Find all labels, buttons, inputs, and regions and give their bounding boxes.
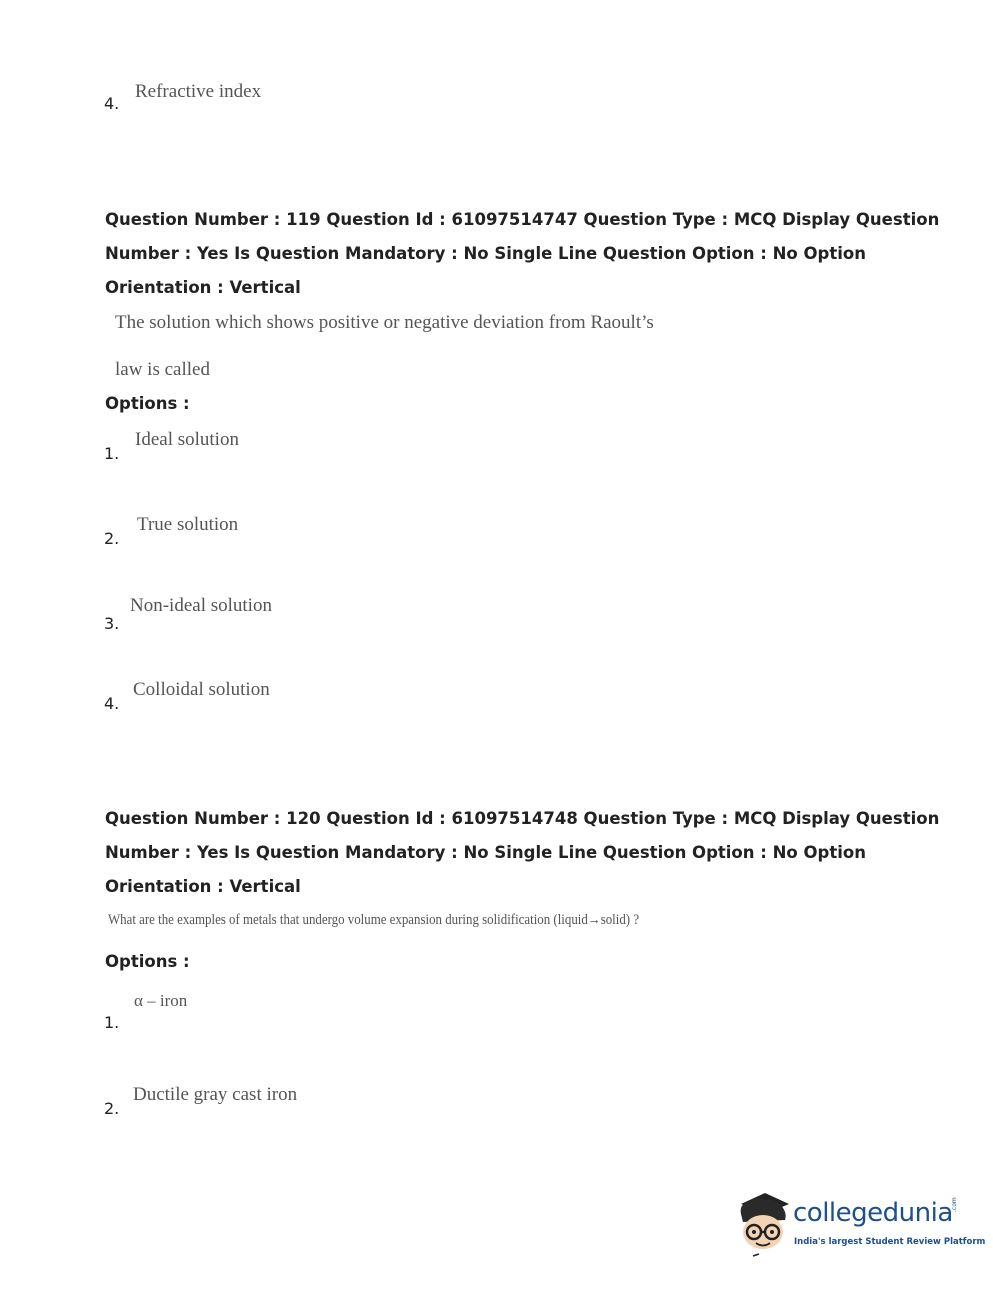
meta-line: Orientation : Vertical	[105, 278, 301, 297]
meta-line: Number : Yes Is Question Mandatory : No Single Line Question Option : No Option	[105, 843, 866, 862]
question-text-line: law is called	[115, 359, 210, 380]
question-text-line: The solution which shows positive or negative deviation from Raoult’s	[115, 312, 654, 333]
collegedunia-logo	[735, 1190, 986, 1260]
option-text: α – iron	[134, 991, 188, 1010]
question-text: What are the examples of metals that undergo volume expansion during solidification (liquid→solid) ?	[108, 912, 640, 928]
option-number: 2.	[104, 1099, 120, 1118]
option-number: 1.	[104, 1013, 120, 1032]
options-label: Options :	[105, 394, 190, 413]
question-119-meta	[105, 203, 939, 305]
option-text: True solution	[137, 514, 239, 535]
meta-line: Number : Yes Is Question Mandatory : No Single Line Question Option : No Option	[105, 244, 866, 263]
option-text: Non-ideal solution	[130, 595, 272, 616]
logo-wordmark: collegedunia	[793, 1198, 953, 1228]
options-label: Options :	[105, 952, 190, 971]
mascot-icon	[735, 1190, 793, 1260]
option-number: 3.	[104, 614, 120, 633]
logo-suffix: .com	[951, 1197, 958, 1212]
meta-line: Question Number : 120 Question Id : 61097514748 Question Type : MCQ Display Question	[105, 809, 940, 828]
meta-line: Orientation : Vertical	[105, 877, 301, 896]
option-number: 4.	[104, 94, 120, 113]
option-number: 1.	[104, 444, 120, 463]
question-120-meta	[105, 802, 939, 904]
option-number: 2.	[104, 529, 120, 548]
option-text: Refractive index	[135, 81, 262, 102]
meta-line: Question Number : 119 Question Id : 61097514747 Question Type : MCQ Display Question	[105, 210, 940, 229]
logo-tagline: India's largest Student Review Platform	[794, 1237, 986, 1247]
option-text: Ideal solution	[135, 429, 239, 450]
option-text: Colloidal solution	[133, 679, 270, 700]
option-number: 4.	[104, 694, 120, 713]
option-text: Ductile gray cast iron	[133, 1084, 298, 1105]
